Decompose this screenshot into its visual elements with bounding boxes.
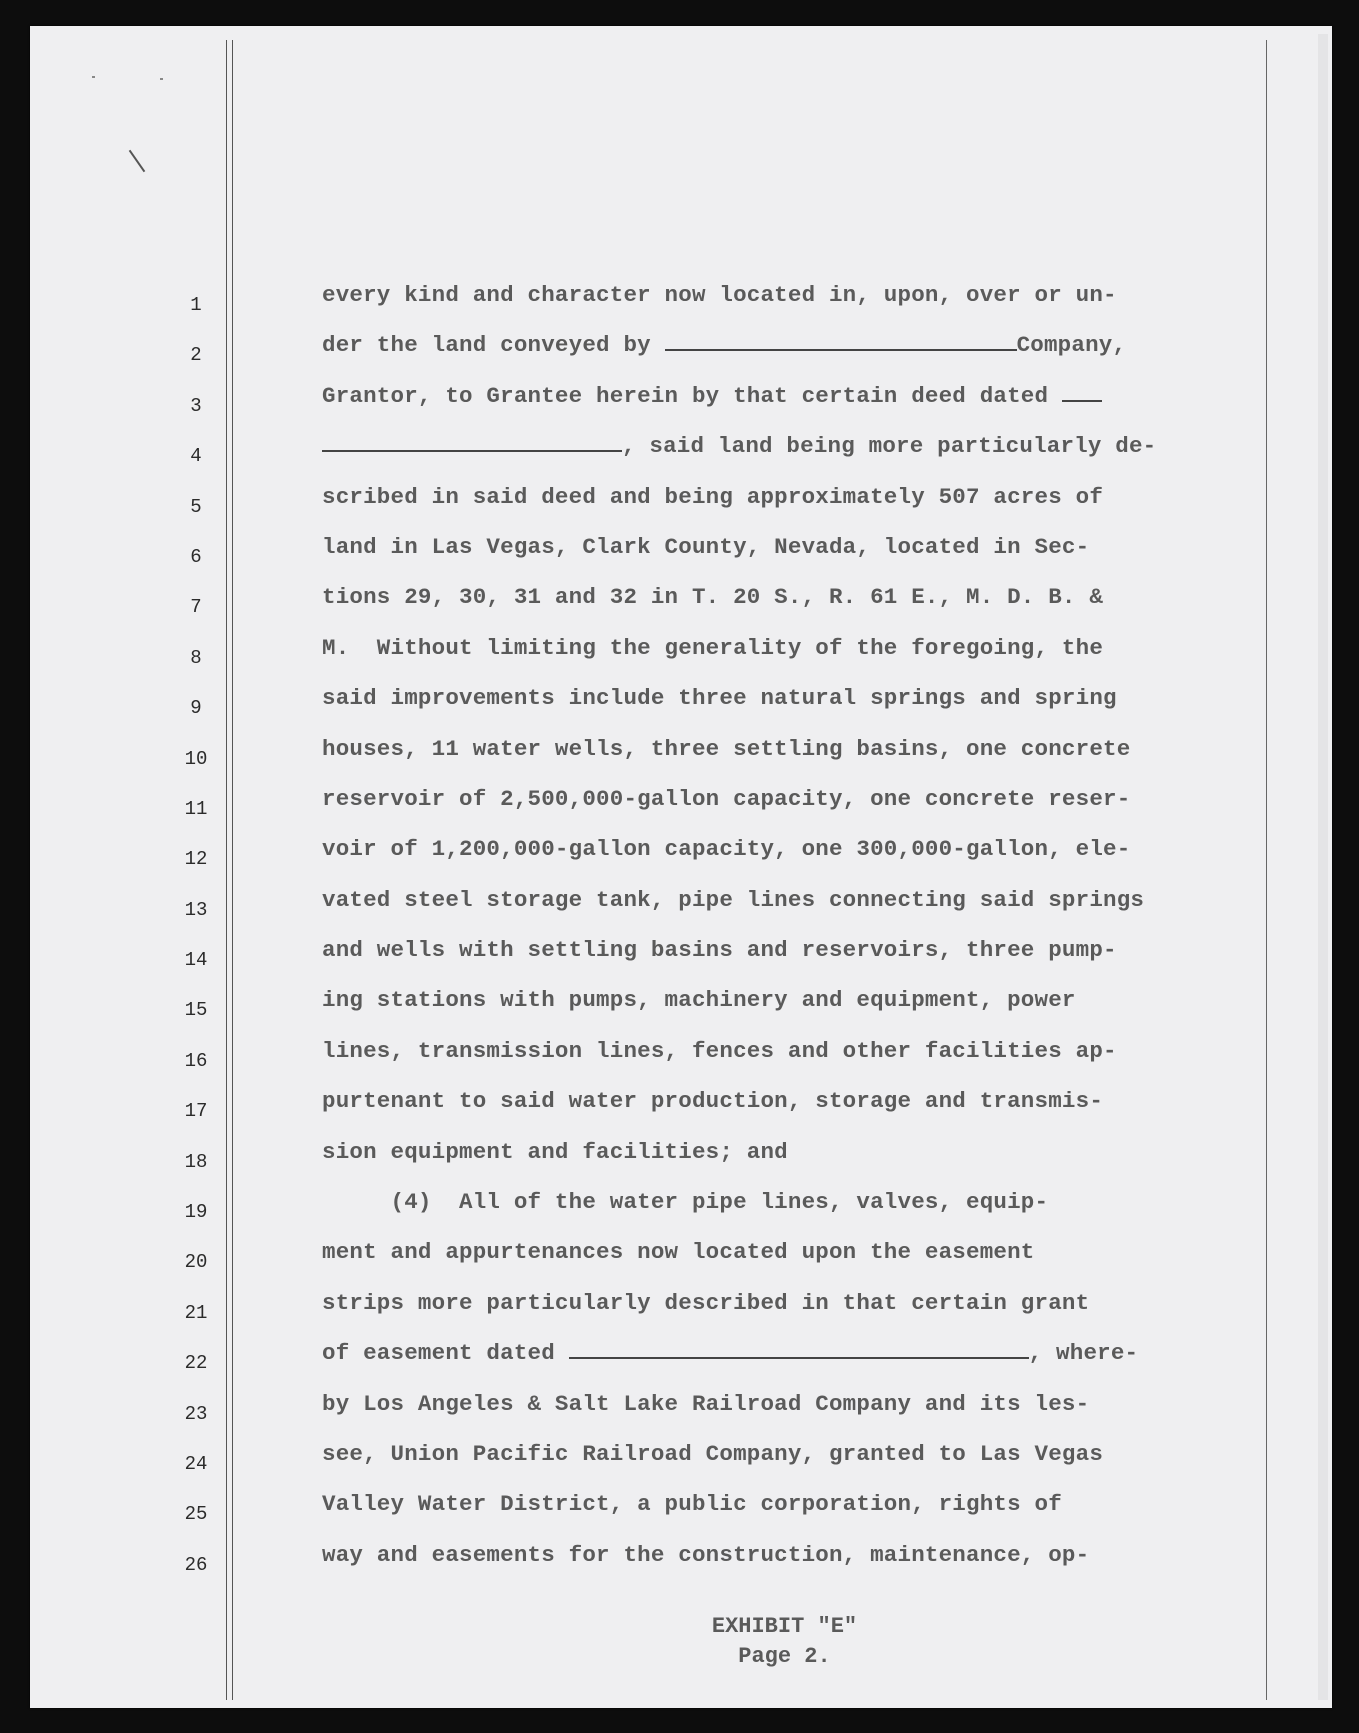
text-line bbox=[322, 1379, 1242, 1429]
line-number: 17 bbox=[184, 1100, 208, 1123]
line-number-column bbox=[176, 280, 216, 1590]
text-line bbox=[322, 320, 1242, 370]
line-number: 7 bbox=[190, 596, 202, 619]
text-line-end: , where- bbox=[1028, 1340, 1139, 1367]
line-number: 12 bbox=[184, 848, 208, 871]
text-line-end: lines, transmission lines, fences and other facilities ap- bbox=[322, 1037, 1117, 1064]
line-number: 20 bbox=[184, 1251, 208, 1274]
line-number: 18 bbox=[184, 1150, 208, 1173]
text-line-end: Valley Water District, a public corporation, rights of bbox=[322, 1491, 1062, 1518]
exhibit-label: EXHIBIT "E" bbox=[711, 1614, 858, 1639]
text-line-end: (4) All of the water pipe lines, valves, equip- bbox=[322, 1189, 1049, 1216]
paper-speck bbox=[92, 76, 95, 78]
line-number: 24 bbox=[184, 1452, 208, 1475]
text-line bbox=[322, 1026, 1242, 1076]
line-number: 1 bbox=[190, 294, 202, 316]
text-line bbox=[322, 522, 1242, 572]
line-number: 8 bbox=[190, 646, 202, 669]
text-line-end: ing stations with pumps, machinery and equipment, power bbox=[322, 987, 1076, 1014]
text-line-start: Grantor, to Grantee herein by that certain deed dated bbox=[322, 382, 1062, 409]
text-line bbox=[322, 1227, 1242, 1277]
line-number: 11 bbox=[184, 797, 208, 820]
line-number: 22 bbox=[184, 1352, 208, 1375]
line-number: 25 bbox=[184, 1503, 208, 1526]
text-line-end: sion equipment and facilities; and bbox=[322, 1138, 788, 1165]
margin-rule-right bbox=[1266, 40, 1267, 1700]
margin-rule-left-outer bbox=[226, 40, 227, 1700]
document-body bbox=[322, 270, 1242, 1580]
paper-edge bbox=[1318, 34, 1328, 1700]
text-line-end: scribed in said deed and being approximately 507 acres of bbox=[322, 483, 1104, 510]
fill-in-blank bbox=[322, 449, 622, 452]
text-line bbox=[322, 724, 1242, 774]
text-line-end: see, Union Pacific Railroad Company, granted to Las Vegas bbox=[322, 1440, 1104, 1467]
page-number: Page 2. bbox=[738, 1644, 831, 1669]
line-number: 10 bbox=[184, 747, 208, 770]
text-line bbox=[322, 1278, 1242, 1328]
text-line-end: tions 29, 30, 31 and 32 in T. 20 S., R. 61 E., M. D. B. & bbox=[322, 584, 1104, 611]
fill-in-blank bbox=[665, 348, 1017, 351]
text-line-end: Company, bbox=[1016, 332, 1127, 359]
text-line bbox=[322, 1177, 1242, 1227]
text-line-end: said improvements include three natural springs and spring bbox=[322, 685, 1117, 712]
fill-in-blank bbox=[1062, 399, 1102, 402]
text-line bbox=[322, 472, 1242, 522]
paper-speck bbox=[160, 78, 163, 80]
text-line bbox=[322, 270, 1242, 320]
text-line-end: and wells with settling basins and reservoirs, three pump- bbox=[322, 937, 1117, 964]
line-number: 5 bbox=[190, 495, 202, 518]
text-line-end: vated steel storage tank, pipe lines connecting said springs bbox=[322, 886, 1145, 913]
text-line bbox=[322, 1328, 1242, 1378]
line-number: 3 bbox=[190, 394, 202, 417]
text-line bbox=[322, 421, 1242, 471]
line-number: 14 bbox=[184, 949, 208, 972]
fill-in-blank bbox=[569, 1356, 1029, 1359]
line-number: 16 bbox=[184, 1049, 208, 1072]
text-line-end: ment and appurtenances now located upon the easement bbox=[322, 1239, 1035, 1266]
text-line bbox=[322, 371, 1242, 421]
line-number: 21 bbox=[184, 1301, 208, 1324]
text-line bbox=[322, 975, 1242, 1025]
text-line-start: der the land conveyed by bbox=[322, 332, 665, 359]
text-line-end: by Los Angeles & Salt Lake Railroad Company and its les- bbox=[322, 1390, 1090, 1417]
text-line bbox=[322, 1429, 1242, 1479]
text-line-end: houses, 11 water wells, three settling basins, one concrete bbox=[322, 735, 1131, 762]
text-line-end: strips more particularly described in that certain grant bbox=[322, 1289, 1090, 1316]
text-line bbox=[322, 1530, 1242, 1580]
line-number: 19 bbox=[184, 1201, 208, 1224]
page-footer bbox=[0, 1612, 1359, 1672]
margin-rule-left-inner bbox=[232, 40, 233, 1700]
line-number: 23 bbox=[184, 1402, 208, 1425]
text-line bbox=[322, 1127, 1242, 1177]
line-number: 26 bbox=[184, 1553, 208, 1576]
line-number: 15 bbox=[184, 999, 208, 1022]
text-line bbox=[322, 774, 1242, 824]
line-number: 4 bbox=[190, 445, 202, 468]
line-number: 9 bbox=[190, 697, 202, 720]
text-line bbox=[322, 875, 1242, 925]
text-line-end: every kind and character now located in, upon, over or un- bbox=[322, 282, 1117, 308]
text-line-end: land in Las Vegas, Clark County, Nevada, located in Sec- bbox=[322, 533, 1090, 560]
text-line bbox=[322, 925, 1242, 975]
line-number: 6 bbox=[190, 545, 202, 568]
text-line-start: of easement dated bbox=[322, 1340, 569, 1367]
text-line-end: voir of 1,200,000-gallon capacity, one 300,000-gallon, ele- bbox=[322, 836, 1131, 863]
text-line bbox=[322, 1076, 1242, 1126]
line-number: 13 bbox=[184, 898, 208, 921]
text-line bbox=[322, 673, 1242, 723]
text-line-end: M. Without limiting the generality of the foregoing, the bbox=[322, 634, 1104, 661]
text-line bbox=[322, 623, 1242, 673]
line-number: 2 bbox=[190, 344, 202, 367]
text-line bbox=[322, 572, 1242, 622]
text-line-end: purtenant to said water production, storage and transmis- bbox=[322, 1088, 1104, 1115]
text-line-end: , said land being more particularly de- bbox=[622, 433, 1157, 460]
text-line bbox=[322, 824, 1242, 874]
text-line-end: reservoir of 2,500,000-gallon capacity, one concrete reser- bbox=[322, 785, 1131, 812]
text-line bbox=[322, 1479, 1242, 1529]
text-line-end: way and easements for the construction, maintenance, op- bbox=[322, 1541, 1090, 1568]
